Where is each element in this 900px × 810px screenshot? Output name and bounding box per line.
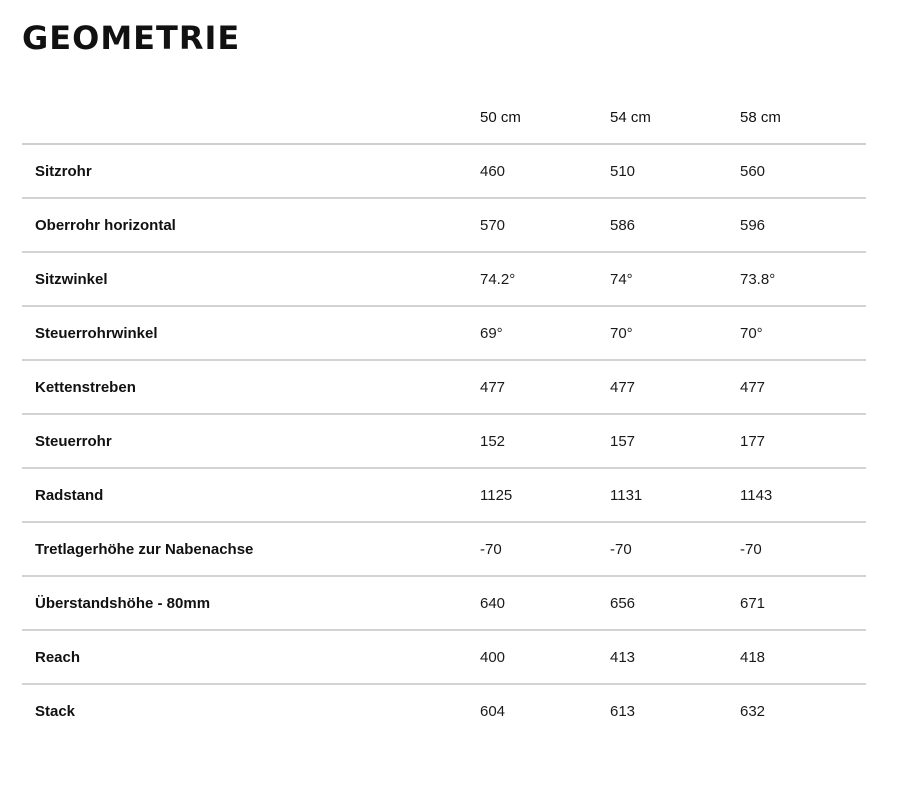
table-row [22,468,866,522]
cell-value: 400 [480,630,610,684]
cell-value: 560 [740,144,866,198]
cell-value: 413 [610,630,740,684]
table-row [22,630,866,684]
table-row [22,684,866,737]
row-label: Steuerrohr [22,414,480,468]
cell-value: 1125 [480,468,610,522]
cell-value: 477 [480,360,610,414]
header-corner [22,91,480,144]
table-row [22,360,866,414]
column-header-58cm: 58 cm [740,91,866,144]
cell-value: 477 [740,360,866,414]
cell-value: 73.8° [740,252,866,306]
cell-value: 640 [480,576,610,630]
cell-value: -70 [740,522,866,576]
row-label: Reach [22,630,480,684]
cell-value: 671 [740,576,866,630]
cell-value: 613 [610,702,636,720]
cell-value: -70 [610,522,740,576]
row-label: Sitzrohr [22,144,480,198]
cell-value: 460 [480,144,610,198]
cell-value: 510 [610,144,740,198]
table-body [22,144,866,737]
cell-value: 1131 [610,468,740,522]
row-label: Kettenstreben [22,360,480,414]
table-row [22,306,866,360]
table-row [22,522,866,576]
cell-value: 604 [480,702,506,720]
row-label: Tretlagerhöhe zur Nabenachse [22,522,480,576]
cell-value: 157 [610,414,740,468]
row-label: Oberrohr horizontal [22,198,480,252]
column-header-54cm: 54 cm [610,91,740,144]
cell-value: 586 [610,198,740,252]
header-row [22,91,866,144]
table-row [22,144,866,198]
cell-value: 656 [610,576,740,630]
cell-value: 477 [610,360,740,414]
cell-value: -70 [480,522,610,576]
cell-value: 418 [740,630,866,684]
row-label: Steuerrohrwinkel [22,306,480,360]
cell-value: 177 [740,414,866,468]
table-row [22,198,866,252]
cell-value: 70° [740,306,866,360]
page-title: GEOMETRIE [22,19,241,57]
cell-value: 69° [480,306,610,360]
table-header [22,91,866,144]
cell-value: 632 [740,702,766,720]
row-label: Stack [35,702,76,720]
column-header-50cm: 50 cm [480,91,610,144]
cell-value: 74.2° [480,252,610,306]
table-row [22,576,866,630]
cell-value: 596 [740,198,866,252]
cell-value: 570 [480,198,610,252]
cell-value: 70° [610,306,740,360]
cell-value: 74° [610,252,740,306]
row-label: Überstandshöhe - 80mm [22,576,480,630]
row-label: Sitzwinkel [22,252,480,306]
table-row [22,252,866,306]
row-label: Radstand [22,468,480,522]
cell-value: 152 [480,414,610,468]
table-row [22,414,866,468]
geometry-table [22,91,866,737]
cell-value: 1143 [740,468,866,522]
